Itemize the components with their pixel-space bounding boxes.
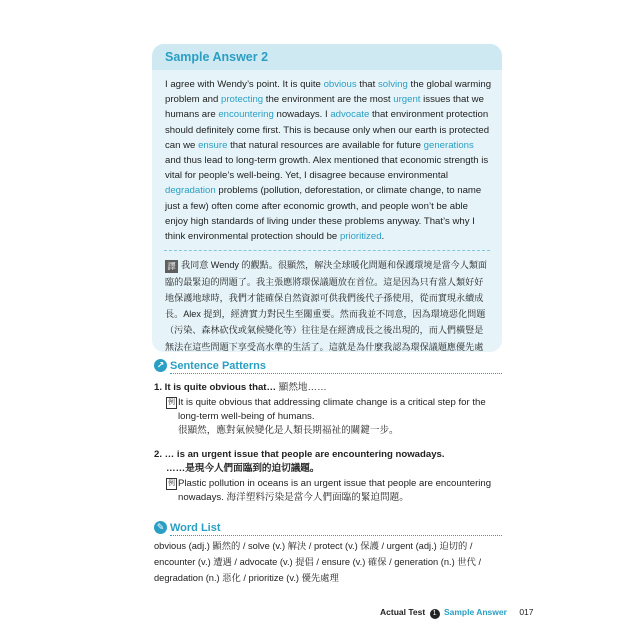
pattern-1-example: [154, 396, 499, 438]
footer-title: Actual Test: [380, 607, 426, 617]
highlighted-word: encountering: [218, 109, 274, 121]
highlighted-word: protecting: [221, 94, 264, 106]
answer-text: issues that we humans are: [165, 94, 484, 121]
highlighted-word: ensure: [198, 139, 228, 151]
pattern-1-example-en: It is quite obvious that addressing climate change is a critical step for the long-term well-being of humans.: [178, 397, 486, 422]
highlighted-word: degradation: [165, 185, 216, 197]
pattern-2-title-zh: ……是現今人們面臨到的迫切議題。: [166, 463, 320, 474]
sample-answer-english: [152, 70, 502, 244]
pattern-1: [154, 381, 499, 438]
sample-answer-title: Sample Answer 2: [152, 44, 502, 70]
section-divider: [170, 373, 502, 374]
answer-text: that: [356, 79, 378, 90]
pattern-1-title-en: 1. It is quite obvious that…: [154, 382, 277, 393]
answer-text: that natural resources are available for future: [227, 139, 424, 151]
word-list-heading: Word List: [170, 522, 221, 534]
highlighted-word: generations: [423, 139, 474, 151]
highlighted-word: obvious: [323, 79, 357, 90]
pencil-icon: ✎: [154, 521, 167, 534]
page-footer: [380, 606, 534, 619]
sample-answer-translation: [152, 251, 502, 352]
example-icon: 例: [166, 397, 177, 409]
translation-tag-icon: 譯: [165, 260, 178, 273]
answer-text: that environment protection should definitely come first. This is because only when our earth is protected can we: [165, 109, 490, 151]
highlighted-word: prioritized: [339, 231, 382, 243]
answer-text: .: [381, 231, 385, 243]
word-list-text: obvious (adj.) 顯然的 / solve (v.) 解決 / protect (v.) 保護 / urgent (adj.) 迫切的 / encounter (v.) 遭遇 / advocate (v.) 提倡 / ensure (v.) 確保 / generation (n.) 世代 / degradation (n.) 惡化 / prioritize (v.) 優先處理: [154, 541, 482, 583]
pattern-1-title: [154, 381, 499, 395]
sentence-patterns-heading: Sentence Patterns: [170, 360, 266, 372]
answer-text: I agree with Wendy’s point. It is quite: [165, 79, 324, 90]
highlighted-word: urgent: [393, 94, 421, 106]
highlighted-word: solving: [377, 79, 408, 90]
answer-text: problems (pollution, deforestation, or climate change, to name just a few) often come after economic growth, and people won’t be able enjoy high standards of living under these problems anyway. That’s why I think environmental protection should be: [165, 185, 482, 243]
page-number: 017: [519, 607, 534, 617]
example-icon: 例: [166, 478, 177, 490]
answer-text: nowadays. I: [273, 109, 331, 121]
pattern-2-example-en-text: Plastic pollution in oceans is an urgent issue that people are encountering nowadays.: [178, 478, 492, 503]
pattern-2: [154, 448, 499, 505]
answer-text: the global warming problem and: [165, 79, 492, 106]
answer-text: the environment are the most: [263, 94, 394, 106]
footer-subtitle: Sample Answer: [443, 607, 507, 617]
pattern-2-example: [154, 477, 499, 505]
pattern-2-example-en: [178, 477, 499, 505]
pattern-1-example-zh: 很顯然，應對氣候變化是人類長期福祉的關鍵一步。: [178, 425, 399, 436]
sentence-patterns-icon: ↗: [154, 359, 167, 372]
translation-text: 我同意 Wendy 的觀點。很顯然，解決全球暖化問題和保護環境是當今人類面臨的最緊迫的問題了。我主張應將環保議題放在首位。這是因為只有當人類好好地保護地球時，我們才能確保自然資源可供我們後代子孫使用，從而實現永續成長。Alex 提到，經濟實力對民生至關重要。然而我並不同意，因為環境惡化問題（污染、森林砍伐或氣候變化等）往往是在經濟成長之後出現的，而人們橫豎是無法在這些問題下享受高水準的生活了。這就是為什麼我認為環保議題應優先處: [165, 260, 488, 352]
pattern-2-example-zh: 海洋塑料污染是當今人們面臨的緊迫問題。: [226, 492, 409, 503]
pattern-1-title-zh: 顯然地……: [278, 382, 327, 393]
section-divider: [170, 535, 502, 536]
answer-text: and thus lead to long-term growth. Alex mentioned that economic strength is vital for people’s well-being. Yet, I disagree because environmental: [165, 155, 489, 182]
test-number-badge: 1: [430, 609, 440, 619]
pattern-2-title-en: 2. … is an urgent issue that people are encountering nowadays.: [154, 449, 445, 460]
sample-answer-box: [152, 44, 502, 352]
highlighted-word: advocate: [330, 109, 370, 121]
